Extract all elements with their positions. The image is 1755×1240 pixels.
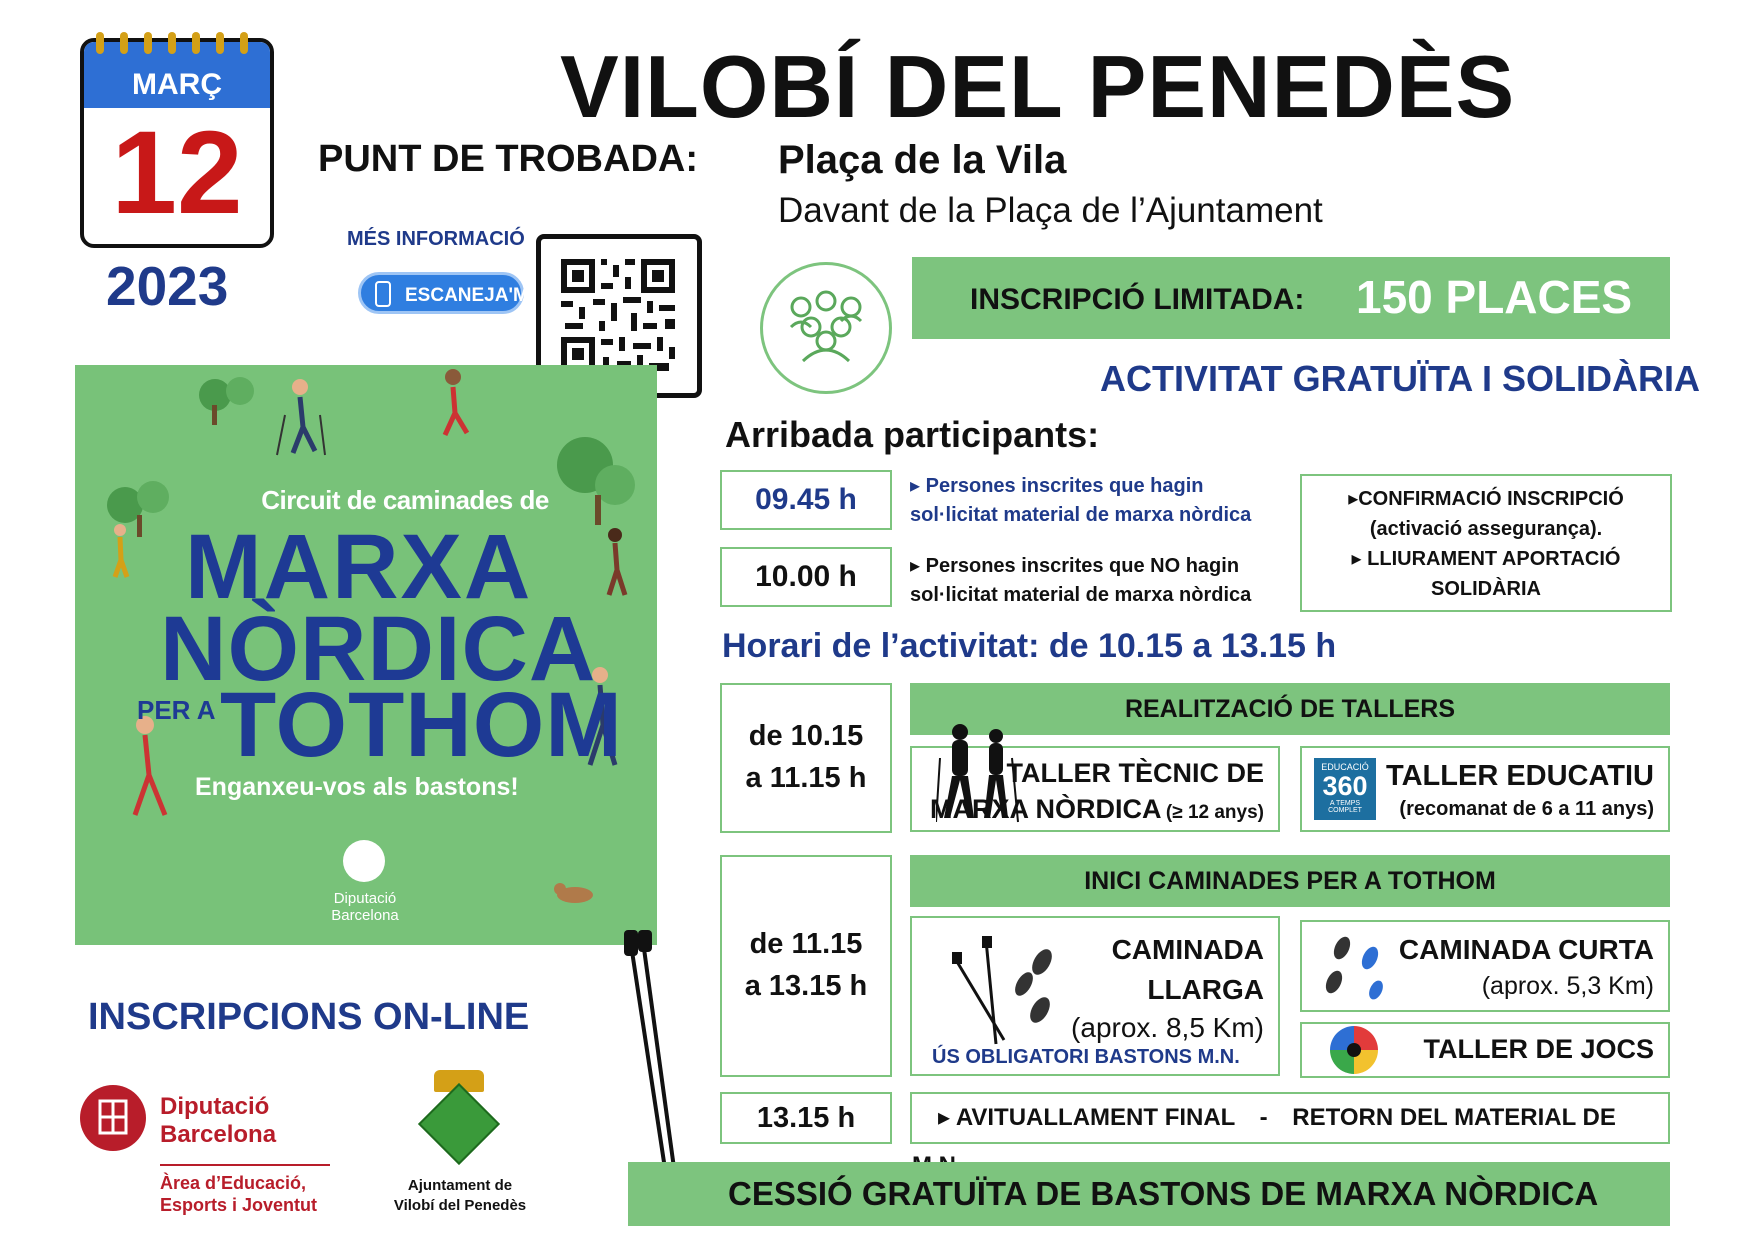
educational-workshop-title: TALLER EDUCATIU xyxy=(1386,760,1654,792)
games-icon xyxy=(1326,1024,1382,1076)
caret-right-icon: ▸ xyxy=(938,1104,956,1131)
slot-3 xyxy=(720,1092,892,1144)
confirmation-box xyxy=(1300,474,1672,612)
long-walk xyxy=(910,916,1280,1076)
caret-right-icon: ▸ xyxy=(910,555,926,577)
calendar-page xyxy=(80,38,274,248)
diputacio-divider xyxy=(160,1164,330,1166)
arrival-time-2 xyxy=(720,547,892,607)
arrival-time-1 xyxy=(720,470,892,530)
registration-limit-label: INSCRIPCIÓ LIMITADA: xyxy=(970,283,1305,316)
diputacio-name-line2: Barcelona xyxy=(160,1121,277,1148)
municipal-shield-icon xyxy=(418,1083,500,1165)
scan-button-label: ESCANEJA'M xyxy=(405,285,529,306)
poster-per-a: PER A xyxy=(137,695,216,725)
diputacio-area-line1: Àrea d’Educació, xyxy=(160,1173,307,1193)
group-icon xyxy=(760,262,892,394)
arrival-desc-2 xyxy=(910,552,1251,610)
meeting-detail: Davant de la Plaça de l’Ajuntament xyxy=(778,191,1323,230)
arrival-desc-1-line2: sol·licitat material de marxa nòrdica xyxy=(910,504,1252,526)
walks-bar: INICI CAMINADES PER A TOTHOM xyxy=(910,855,1670,907)
slot-2 xyxy=(720,855,892,1077)
hiker-icon xyxy=(445,369,467,435)
page-title: VILOBÍ DEL PENEDÈS xyxy=(560,37,1516,136)
diputacio-name xyxy=(160,1093,276,1149)
poster-title-line2: NÒRDICA xyxy=(160,598,597,700)
slot-2-line1: de 11.15 xyxy=(749,928,863,960)
calendar-day: 12 xyxy=(111,107,243,239)
caret-right-icon: ▸ xyxy=(1348,488,1359,510)
educacio-360-badge xyxy=(1314,758,1376,820)
arrival-desc-2-line1: Persones inscrites que NO hagin xyxy=(925,555,1240,577)
arrival-time-2-label: 10.00 h xyxy=(755,560,857,593)
meeting-place: Plaça de la Vila xyxy=(778,138,1067,182)
ajuntament-name-line2: Vilobí del Penedès xyxy=(393,1197,527,1214)
online-registration[interactable]: INSCRIPCIONS ON-LINE xyxy=(88,996,530,1038)
caret-right-icon: ▸ xyxy=(1351,548,1368,570)
event-poster xyxy=(75,365,657,945)
diputacio-seal-icon xyxy=(343,840,385,882)
poster-title-line1: MARXA xyxy=(185,516,533,618)
technical-workshop-line2: MARXA NÒRDICA xyxy=(929,794,1162,824)
poster-slogan: Enganxeu-vos als bastons! xyxy=(195,773,519,801)
footprints-icon xyxy=(1320,930,1392,1002)
workshops-bar: REALITZACIÓ DE TALLERS xyxy=(910,683,1670,735)
arrival-desc-1 xyxy=(910,472,1251,530)
ajuntament-name-line1: Ajuntament de xyxy=(407,1177,513,1194)
short-walk-distance: (aprox. 5,3 Km) xyxy=(1481,972,1654,1000)
educacio-360-top: EDUCACIÓ xyxy=(1321,762,1369,772)
calendar-ring-icon xyxy=(96,32,104,54)
final-right: RETORN DEL MATERIAL DE xyxy=(1292,1104,1616,1131)
schedule-title: Horari de l’activitat: de 10.15 a 13.15 h xyxy=(722,627,1337,665)
final-left: AVITUALLAMENT FINAL xyxy=(955,1104,1235,1131)
games-workshop xyxy=(1300,1022,1670,1078)
arrival-title: Arribada participants: xyxy=(725,414,1100,455)
final-separator: - xyxy=(1259,1104,1268,1131)
educational-workshop-note: (recomanat de 6 a 11 anys) xyxy=(1399,798,1654,820)
free-poles-bar: CESSIÓ GRATUÏTA DE BASTONS DE MARXA NÒRDICA xyxy=(628,1162,1670,1226)
arrival-time-1-label: 09.45 h xyxy=(755,483,857,516)
slot-1 xyxy=(720,683,892,833)
poster-publisher-line2: Barcelona xyxy=(331,907,399,924)
free-activity-text: ACTIVITAT GRATUÏTA I SOLIDÀRIA xyxy=(1100,358,1700,399)
calendar-month: MARÇ xyxy=(84,42,270,108)
technical-workshop-line1: TALLER TÈCNIC DE xyxy=(1006,758,1264,788)
year: 2023 xyxy=(106,255,229,317)
poster-title-line3: TOTHOM xyxy=(220,674,623,776)
phone-icon xyxy=(375,281,391,307)
diputacio-area xyxy=(160,1172,317,1216)
long-walk-note: ÚS OBLIGATORI BASTONS M.N. xyxy=(932,1046,1240,1068)
short-walk-title: CAMINADA CURTA xyxy=(1398,934,1654,965)
arrival-desc-2-line2: sol·licitat material de marxa nòrdica xyxy=(910,584,1252,606)
educational-workshop xyxy=(1300,746,1670,832)
poles-footprints-icon xyxy=(952,936,1072,1048)
educacio-360-bottom: A TEMPS COMPLET xyxy=(1328,800,1362,814)
hiker-icon xyxy=(277,379,325,455)
diputacio-area-line2: Esports i Joventut xyxy=(160,1195,318,1215)
confirm-line2: (activació assegurança). xyxy=(1369,518,1603,540)
slot-1-line1: de 10.15 xyxy=(748,720,864,752)
confirm-line4: SOLIDÀRIA xyxy=(1431,578,1541,600)
slot-3-label: 13.15 h xyxy=(756,1102,856,1134)
calendar xyxy=(80,38,270,243)
final-refreshment xyxy=(910,1092,1670,1144)
short-walk xyxy=(1300,920,1670,1012)
confirm-line3: LLIURAMENT APORTACIÓ xyxy=(1367,548,1621,570)
meeting-label: PUNT DE TROBADA: xyxy=(318,138,698,180)
caret-right-icon: ▸ xyxy=(910,475,926,497)
hiker-icon xyxy=(135,716,165,815)
calendar-ring-icon xyxy=(168,32,176,54)
arrival-desc-1-line1: Persones inscrites que hagin xyxy=(925,475,1204,497)
slot-2-line2: a 13.15 h xyxy=(744,970,868,1002)
long-walk-line1: CAMINADA xyxy=(1111,934,1264,965)
calendar-ring-icon xyxy=(192,32,200,54)
long-walk-distance: (aprox. 8,5 Km) xyxy=(1071,1012,1264,1043)
calendar-ring-icon xyxy=(120,32,128,54)
confirm-line1: CONFIRMACIÓ INSCRIPCIÓ xyxy=(1358,488,1624,510)
dog-icon xyxy=(554,883,593,903)
poster-publisher-line1: Diputació xyxy=(333,890,397,907)
slot-1-line2: a 11.15 h xyxy=(745,762,867,794)
calendar-ring-icon xyxy=(240,32,248,54)
more-info-label: MÉS INFORMACIÓ xyxy=(347,228,525,250)
technical-workshop-note: (≥ 12 anys) xyxy=(1165,802,1264,823)
diputacio-name-line1: Diputació xyxy=(160,1093,270,1120)
long-walk-line2: LLARGA xyxy=(1147,974,1264,1005)
registration-limit-value: 150 PLACES xyxy=(1356,271,1633,323)
technical-workshop xyxy=(910,746,1280,832)
tree-icon xyxy=(199,377,254,425)
hiker-icon xyxy=(608,528,625,595)
games-workshop-title: TALLER DE JOCS xyxy=(1423,1034,1654,1064)
calendar-ring-icon xyxy=(144,32,152,54)
diputacio-logo-icon xyxy=(80,1085,146,1151)
scan-button[interactable] xyxy=(358,272,529,314)
poster-subtitle: Circuit de caminades de xyxy=(261,485,549,515)
hiker-icon xyxy=(114,524,127,577)
ajuntament-name xyxy=(390,1176,530,1216)
calendar-ring-icon xyxy=(216,32,224,54)
poster-publisher xyxy=(315,890,415,924)
educacio-360-number: 360 xyxy=(1322,771,1368,801)
